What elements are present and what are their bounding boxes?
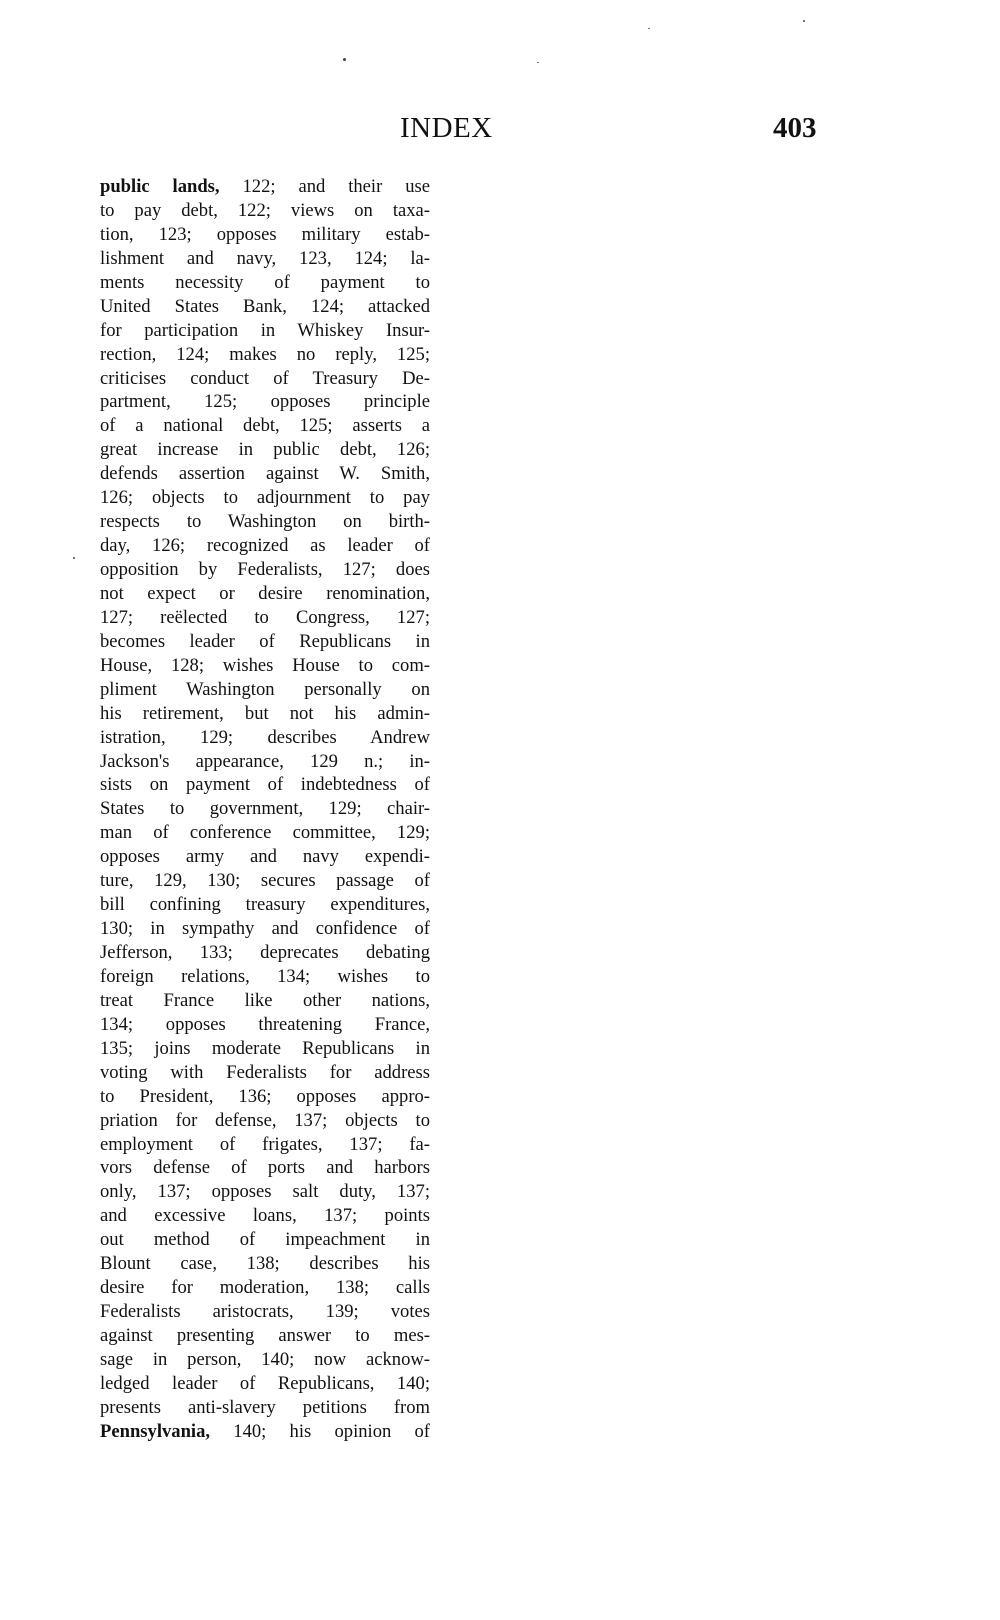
index-line: tion, 123; opposes military estab- (100, 223, 430, 245)
index-line: pliment Washington personally on (100, 678, 430, 700)
index-line: lishment and navy, 123, 124; la- (100, 247, 430, 269)
page-number: 403 (773, 112, 817, 144)
index-line: 126; objects to adjournment to pay (100, 487, 430, 509)
index-line: criticises conduct of Treasury De- (100, 367, 430, 389)
index-line: to President, 136; opposes appro- (100, 1085, 430, 1107)
index-line: House, 128; wishes House to com- (100, 654, 430, 676)
index-line: public lands, 122; and their use (100, 176, 430, 197)
index-line: 130; in sympathy and confidence of (100, 918, 430, 940)
index-column (100, 175, 430, 1444)
index-line: for participation in Whiskey Insur- (100, 319, 430, 341)
index-line: rection, 124; makes no reply, 125; (100, 343, 430, 365)
index-line: to pay debt, 122; views on taxa- (100, 199, 430, 221)
index-line: treat France like other nations, (100, 989, 430, 1011)
index-line: ledged leader of Republicans, 140; (100, 1372, 430, 1394)
index-line: Federalists aristocrats, 139; votes (100, 1301, 430, 1323)
index-line: priation for defense, 137; objects to (100, 1109, 430, 1131)
index-line: of a national debt, 125; asserts a (100, 415, 430, 437)
index-line: ture, 129, 130; secures passage of (100, 870, 430, 892)
index-line: great increase in public debt, 126; (100, 439, 430, 461)
index-line: vors defense of ports and harbors (100, 1157, 430, 1179)
index-line: and excessive loans, 137; points (100, 1205, 430, 1227)
index-entry-lead: public lands, (100, 176, 220, 197)
index-line: foreign relations, 134; wishes to (100, 965, 430, 987)
index-line: Jackson's appearance, 129 n.; in- (100, 750, 430, 772)
index-line: 134; opposes threatening France, (100, 1013, 430, 1035)
page-speck (343, 58, 346, 61)
index-line: 135; joins moderate Republicans in (100, 1037, 430, 1059)
page-speck (537, 62, 539, 63)
index-line: respects to Washington on birth- (100, 511, 430, 533)
index-line: becomes leader of Republicans in (100, 630, 430, 652)
index-line: bill confining treasury expenditures, (100, 894, 430, 916)
index-line: sage in person, 140; now acknow- (100, 1348, 430, 1370)
index-line: States to government, 129; chair- (100, 798, 430, 820)
index-line: Pennsylvania, 140; his opinion of (100, 1420, 430, 1442)
index-line: day, 126; recognized as leader of (100, 535, 430, 557)
index-line: not expect or desire renomination, (100, 582, 430, 604)
index-line: against presenting answer to mes- (100, 1325, 430, 1346)
index-line: defends assertion against W. Smith, (100, 463, 430, 485)
index-line: desire for moderation, 138; calls (100, 1277, 430, 1299)
index-line: partment, 125; opposes principle (100, 391, 430, 413)
index-line: his retirement, but not his admin- (100, 702, 430, 724)
index-line: ments necessity of payment to (100, 271, 430, 293)
index-line: out method of impeachment in (100, 1229, 430, 1251)
index-line: voting with Federalists for address (100, 1061, 430, 1083)
running-head-title: INDEX (400, 112, 493, 144)
index-line: United States Bank, 124; attacked (100, 295, 430, 317)
index-line: istration, 129; describes Andrew (100, 726, 430, 748)
index-line: 127; reëlected to Congress, 127; (100, 606, 430, 628)
page-speck (73, 557, 75, 559)
index-entry-lead: Pennsylvania, (100, 1420, 211, 1442)
index-line: employment of frigates, 137; fa- (100, 1133, 430, 1155)
index-line: presents anti-slavery petitions from (100, 1396, 430, 1418)
index-line: opposition by Federalists, 127; does (100, 559, 430, 580)
page-speck (803, 20, 805, 22)
index-line: Jefferson, 133; deprecates debating (100, 942, 430, 963)
index-line: Blount case, 138; describes his (100, 1253, 430, 1275)
index-line: opposes army and navy expendi- (100, 846, 430, 868)
page-speck (648, 28, 650, 29)
index-line: man of conference committee, 129; (100, 822, 430, 844)
index-line: sists on payment of indebtedness of (100, 774, 430, 796)
index-line: only, 137; opposes salt duty, 137; (100, 1181, 430, 1203)
